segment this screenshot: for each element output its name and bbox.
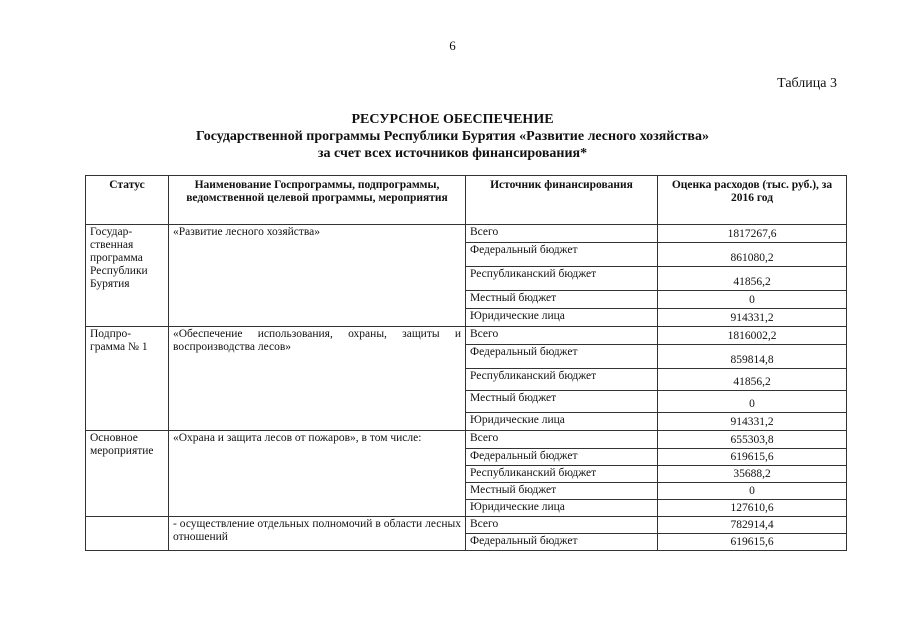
table-body	[86, 225, 847, 551]
header-status: Статус	[86, 176, 169, 225]
document-subtitle: Государственной программы Республики Бурятия «Развитие лесного хозяйства»	[196, 129, 709, 144]
funding-source-cell: Юридические лица	[466, 500, 658, 517]
funding-source-cell: Республиканский бюджет	[466, 267, 658, 291]
program-name-cell: - осуществление отдельных полномочий в области лесных отношений	[169, 517, 466, 551]
status-cell	[86, 517, 169, 551]
resource-table	[85, 175, 847, 551]
amount-cell: 35688,2	[658, 466, 847, 483]
status-cell: Основное мероприятие	[86, 431, 169, 517]
funding-source-cell: Республиканский бюджет	[466, 369, 658, 391]
funding-source-cell: Всего	[466, 431, 658, 449]
amount-cell: 41856,2	[658, 267, 847, 291]
funding-source-cell: Федеральный бюджет	[466, 449, 658, 466]
document-subtitle-funding: за счет всех источников финансирования*	[317, 146, 588, 161]
amount-cell: 0	[658, 291, 847, 309]
status-cell: Подпро-грамма № 1	[86, 327, 169, 431]
amount-cell: 1817267,6	[658, 225, 847, 243]
amount-cell: 619615,6	[658, 534, 847, 551]
amount-cell: 914331,2	[658, 309, 847, 327]
amount-cell: 914331,2	[658, 413, 847, 431]
document-title: РЕСУРСНОЕ ОБЕСПЕЧЕНИЕ	[351, 112, 554, 127]
program-name-cell: «Развитие лесного хозяйства»	[169, 225, 466, 327]
amount-cell: 782914,4	[658, 517, 847, 534]
table-row	[86, 431, 847, 449]
table-caption: Таблица 3	[777, 76, 837, 91]
amount-cell: 655303,8	[658, 431, 847, 449]
funding-source-cell: Местный бюджет	[466, 483, 658, 500]
table-row	[86, 327, 847, 345]
amount-cell: 0	[658, 391, 847, 413]
page-number: 6	[449, 38, 456, 53]
funding-source-cell: Всего	[466, 225, 658, 243]
funding-source-cell: Местный бюджет	[466, 391, 658, 413]
funding-source-cell: Федеральный бюджет	[466, 534, 658, 551]
amount-cell: 861080,2	[658, 243, 847, 267]
funding-source-cell: Федеральный бюджет	[466, 345, 658, 369]
program-name-cell: «Обеспечение использования, охраны, защиты и воспроизводства лесов»	[169, 327, 466, 431]
funding-source-cell: Юридические лица	[466, 309, 658, 327]
header-name: Наименование Госпрограммы, подпрограммы, ведомственной целевой программы, мероприятия	[169, 176, 466, 225]
amount-cell: 1816002,2	[658, 327, 847, 345]
table-row	[86, 517, 847, 534]
header-amount: Оценка расходов (тыс. руб.), за 2016 год	[658, 176, 847, 225]
table-header-row	[86, 176, 847, 225]
status-cell: Государ-ственная программа Республики Бурятия	[86, 225, 169, 327]
funding-source-cell: Юридические лица	[466, 413, 658, 431]
program-name-cell: «Охрана и защита лесов от пожаров», в том числе:	[169, 431, 466, 517]
funding-source-cell: Всего	[466, 517, 658, 534]
amount-cell: 859814,8	[658, 345, 847, 369]
funding-source-cell: Федеральный бюджет	[466, 243, 658, 267]
header-source: Источник финансирования	[466, 176, 658, 225]
funding-source-cell: Республиканский бюджет	[466, 466, 658, 483]
amount-cell: 41856,2	[658, 369, 847, 391]
table-row	[86, 225, 847, 243]
amount-cell: 0	[658, 483, 847, 500]
funding-source-cell: Всего	[466, 327, 658, 345]
amount-cell: 619615,6	[658, 449, 847, 466]
amount-cell: 127610,6	[658, 500, 847, 517]
funding-source-cell: Местный бюджет	[466, 291, 658, 309]
